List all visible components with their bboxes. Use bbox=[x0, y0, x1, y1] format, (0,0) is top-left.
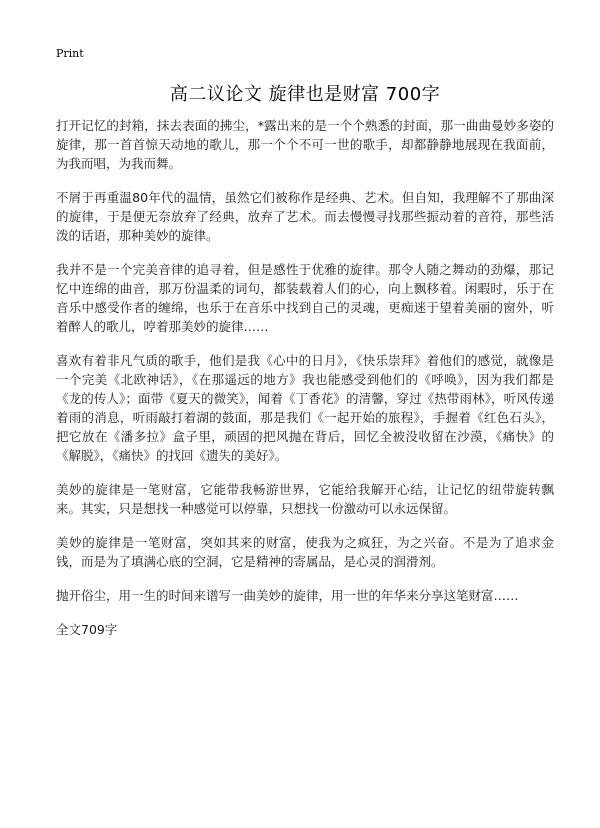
paragraph-3: 我并不是一个完美音律的追寻着，但是感性于优雅的旋律。那令人随之舞动的劲爆，那记忆中连绵的曲音，那万份温柔的词句，都装载着人们的心，向上飘移着。闲暇时，乐于在音乐中感受作者的缠绵，也乐于在音乐中找到自己的灵魂，更痴迷于望着美丽的窗外，听着醉人的歌儿，哼着那美妙的旋律…… bbox=[56, 262, 554, 334]
paragraph-6: 美妙的旋律是一笔财富，突如其来的财富，使我为之疯狂，为之兴奋。不是为了追求金钱，而是为了填满心底的空洞，它是精神的寄属品，是心灵的润滑剂。 bbox=[56, 535, 554, 569]
paragraph-4: 喜欢有着非凡气质的歌手，他们是我《心中的日月》，《快乐崇拜》着他们的感觉，就像是一个完美《北欧神话》，《在那遥远的地方》我也能感受到他们的《呼唤》，因为我们都是《龙的传人》；面带《夏天的微笑》，闻着《丁香花》的清馨，穿过《热带雨林》，听风传递着雨的消息，听雨敲打着湖的鼓面，那是我们《一起开始的旅程》，手握着《红色石头》，把它放在《潘多拉》盒子里，顽固的把风抛在背后，回忆全被没收留在沙漠，《痛快》的《解脱》，《痛快》的找回《遗失的美好》。 bbox=[56, 353, 554, 463]
paragraph-1: 打开记忆的封箱，抹去表面的拂尘，*露出来的是一个个熟悉的封面，那一曲曲曼妙多姿的旋律，那一首首惊天动地的歌儿，那一个个不可一世的歌手，却都静静地展现在我面前，为我而唱，为我而舞。 bbox=[56, 118, 554, 171]
page-title: 高二议论文 旋律也是财富 700字 bbox=[169, 84, 441, 105]
print-link[interactable]: Print bbox=[56, 47, 84, 60]
paragraph-5: 美妙的旋律是一笔财富，它能带我畅游世界，它能给我解开心结，让记忆的纽带旋转飘来。其实，只是想找一种感觉可以停靠，只想找一份激动可以永远保留。 bbox=[56, 482, 554, 516]
paragraph-7: 抛开俗尘，用一生的时间来谱写一曲美妙的旋律，用一世的年华来分享这笔财富…… bbox=[56, 588, 519, 603]
article-body bbox=[56, 116, 554, 639]
word-count: 全文709字 bbox=[56, 622, 118, 637]
paragraph-2: 不屑于再重温80年代的温情，虽然它们被称作是经典、艺术。但自知，我理解不了那曲深的旋律，于是便无奈放弃了经典，放弃了艺术。而去慢慢寻找那些振动着的音符，那些活泼的话语，那种美妙的旋律。 bbox=[56, 190, 554, 243]
